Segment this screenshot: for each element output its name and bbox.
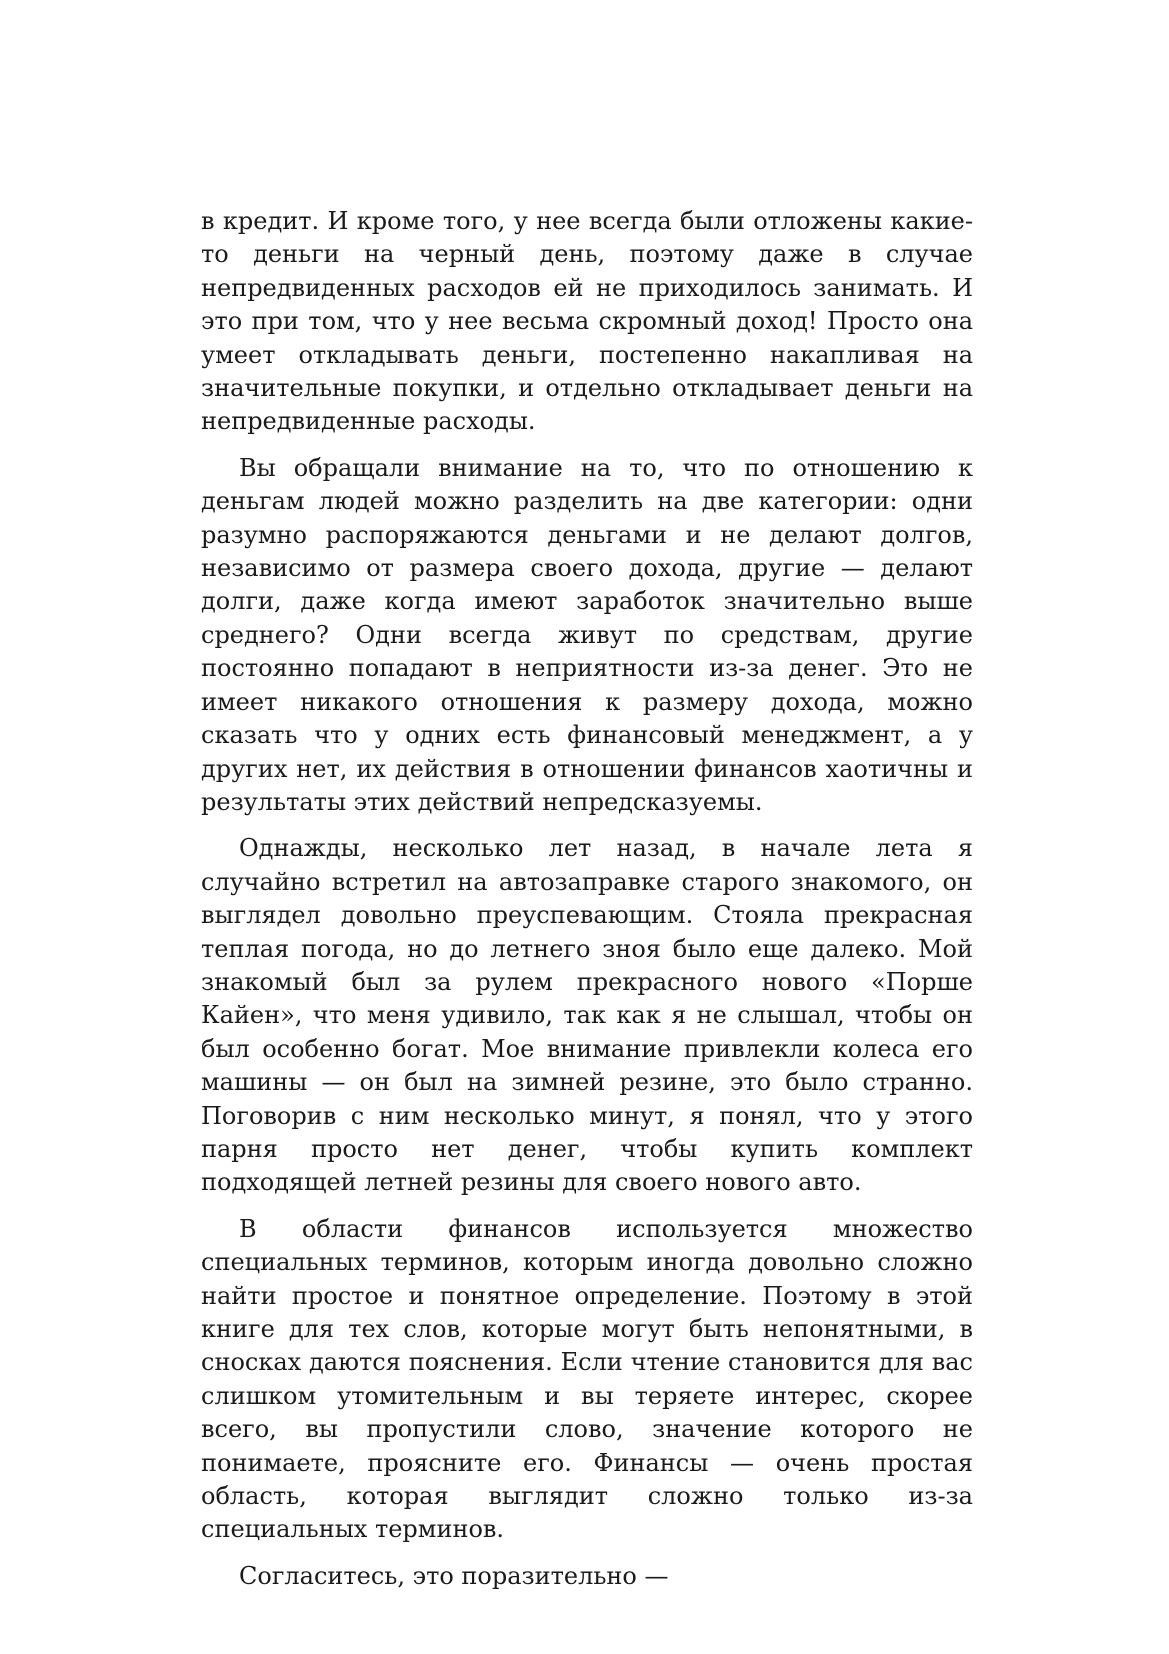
paragraph-porsche-story: Однажды, несколько лет назад, в начале лета я случайно встретил на автозаправке старого знакомого, он выглядел довольно преуспевающим. Стояла прекрасная теплая погода, но до летнего зноя было еще далеко. Мой знакомый был за рулем прекрасного нового «Порше Кайен», что меня удивило, так как я не слышал, чтобы он был особенно богат. Мое внимание привлекли колеса его машины — он был на зимней резине, это было странно. Поговорив с ним несколько минут, я понял, что у этого парня просто нет денег, чтобы купить комплект подходящей летней резины для своего нового авто. xyxy=(201,834,973,1197)
paragraph-agree: Согласитесь, это поразительно — xyxy=(239,1561,669,1590)
paragraph-credit-savings: в кредит. И кроме того, у нее всегда были отложены какие-то деньги на черный день, поэтому даже в случае непредвиденных расходов ей не приходилось занимать. И это при том, что у нее весьма скромный доход! Просто она умеет откладывать деньги, постепенно накапливая на значительные покупки, и отдельно откладывает деньги на непредвиденные расходы. xyxy=(201,207,973,436)
paragraph-two-categories: Вы обращали внимание на то, что по отношению к деньгам людей можно разделить на две категории: одни разумно распоряжаются деньгами и не делают долгов, независимо от размера своего дохода, другие — делают долги, даже когда имеют заработок значительно выше среднего? Одни всегда живут по средствам, другие постоянно попадают в неприятности из-за денег. Это не имеет никакого отношения к размеру дохода, можно сказать что у одних есть финансовый менеджмент, а у других нет, их действия в отношении финансов хаотичны и результаты этих действий непредсказуемы. xyxy=(201,453,973,816)
page-body-text xyxy=(201,205,973,1593)
paragraph-finance-terms: В области финансов используется множество специальных терминов, которым иногда довольно сложно найти простое и понятное определение. Поэтому в этой книге для тех слов, которые могут быть непонятными, в сносках даются пояснения. Если чтение становится для вас слишком утомительным и вы теряете интерес, скорее всего, вы пропустили слово, значение которого не понимаете, проясните его. Финансы — очень простая область, которая выглядит сложно только из-за специальных терминов. xyxy=(201,1214,973,1544)
